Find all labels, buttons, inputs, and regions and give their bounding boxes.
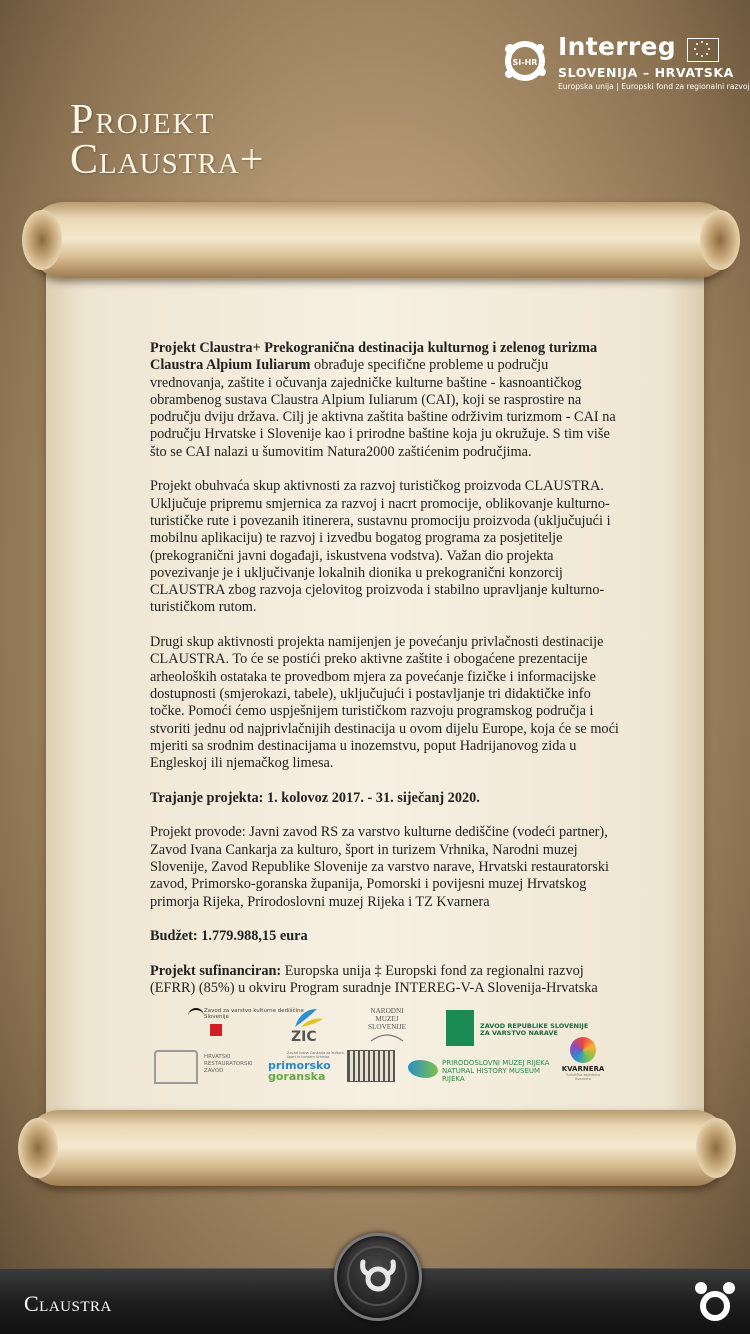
logo-pgz-line1: primorsko [268,1059,331,1072]
page-title [70,97,265,183]
logo-zvkds-text: Zavod za varstvo kulturne dediščine Slovenije [204,1008,304,1020]
interreg-fund: Europska unija | Europski fond za regionalni razvoj [558,82,750,91]
zic-leaf-icon [287,1007,327,1029]
cofin-rest: Europska unija ‡ Europski fond za regionalni razvoj (EFRR) (85%) u okviru Program suradnje INTEREG-V-A Slovenija-Hrvatska [150,962,598,996]
nms-building-icon [367,1031,407,1043]
logo-zic-sub: Zavod Ivana Cankarja za kulturo, šport in turizem Vrhnika [287,1051,345,1059]
interreg-wordmark: Interreg [558,32,676,61]
logo-kvarner-text: KVARNERA [561,1065,605,1073]
logo-zic [287,1007,345,1059]
logo-hrz [154,1050,264,1082]
zrsvn-square-icon [446,1010,474,1046]
logo-pgz [268,1060,331,1082]
intro-bold: Projekt Claustra+ Prekogranična destinacija kulturnog i zelenog turizma Claustra Alpium Iuliarum [150,340,598,374]
bull-head-icon [353,1252,403,1302]
zvkds-square-icon [210,1024,222,1036]
logo-nms [362,1007,412,1045]
logo-pmr-text: PRIRODOSLOVNI MUZEJ RIJEKA NATURAL HISTORY MUSEUM RIJEKA [442,1059,550,1083]
zvkds-arc-icon [188,1008,204,1024]
paragraph-partners: Projekt provode: Javni zavod RS za varstvo kulturne dediščine (vodeći partner), Zavod Ivana Cankarja za kulturo, šport in turizem Vrhnika, Narodni muzej Slovenije, Zavod Republike Slovenije za varstvo narave, Hrvatski restauratorski zavod, Primorsko-goranska županija, Pomorski i povijesni muzej Hrvatskog primorja Rijeka, Prirodoslovni muzej Rijeka i TZ Kvarnera [150,824,609,910]
logo-zic-text: ZIC [291,1029,317,1045]
intro-rest: obrađuje specifične probleme u području vrednovanja, zaštite i očuvanja zajedničke kulturne baštine - kasnoantičkog obrambenog sustava Claustra Alpium Iuliarum (CAI), koji se rasprostire na području dviju država. Cilj je aktivna zaštita baštine održivim turizmom - CAI na području Hrvatske i Slovenije kao i prirodne baštine koja ju okružuje. S tim više što se CAI nalazi u šumovitim Natura2000 zaštićenim područjima. [150,357,616,460]
partner-logos [150,1005,610,1095]
eu-flag-icon [687,38,719,62]
paragraph-duration [150,790,620,807]
menu-bull-icon[interactable] [692,1279,738,1323]
interreg-logo [500,32,750,94]
interreg-badge-icon [500,36,550,86]
app-title: Claustra [24,1291,112,1316]
logo-kvarner-sub: Turistička zajednica Kvarnera [565,1073,601,1081]
budget-text: Budžet: 1.779.988,15 eura [150,928,308,945]
logo-kvarner [558,1037,608,1081]
badge-text: SI-HR [512,58,538,67]
home-button[interactable] [334,1233,422,1321]
paragraph-attractiveness: Drugi skup aktivnosti projekta namijenjen je povećanju privlačnosti destinacije CLAUSTRA. To će se postići preko aktivne zaštite i obogaćene prezentacije arheoloških ostataka te provedbom mjera za povećanje fizičke i informacijske dostupnosti (smjerokazi, tabele), uključujući i postavljanje tri didaktičke info točke. Pomoći ćemo uspješnijem turističkom razvoju programskog područja i stvoriti jednu od najprivlačnijih destinacija u ovom dijelu Europe, koja će se moći mjeriti sa srodnim destinacijama u inozemstvu, poput Hadrijanovog zida u Engleskoj ili njemačkog limesa. [150,634,619,772]
page-title-line2: Claustra+ [70,137,265,183]
logo-pmr [408,1057,554,1083]
paragraph-budget [150,928,620,945]
paragraph-intro [150,340,620,461]
scroll-bottom-roll [24,1110,730,1186]
logo-ppmhp-icon [347,1050,395,1082]
cofin-bold: Projekt sufinanciran: [150,962,282,979]
scroll-top-roll [28,202,734,278]
page-title-line1: Projekt [70,97,216,143]
paragraph-activities: Projekt obuhvaća skup aktivnosti za razvoj turističkog proizvoda CLAUSTRA. Uključuje pripremu smjernica za razvoj i nacrt promocije, oblikovanje kulturno-turističke rute i povezanih itinerera, sustavnu promociju proizvoda (uključujući i mobilnu aplikaciju) te razvoj i izvedbu bogatog programa za posjetitelje (prekogranični javni događaji, iskustvena vodstva). Važan dio projekta povezivanje je i uključivanje lokalnih dionika u prekogranični konzorcij CLAUSTRA zbog razvoja cjelovitog proizvoda i stabilno upravljanje kulturno-turističkom rutom. [150,478,611,616]
kvarner-flower-icon [570,1037,596,1063]
interreg-country: SLOVENIJA – HRVATSKA [558,65,734,80]
hrz-building-icon [154,1050,198,1084]
duration-text: Trajanje projekta: 1. kolovoz 2017. - 31. siječanj 2020. [150,789,480,806]
project-description [150,340,620,1015]
logo-hrz-text: HRVATSKI RESTAURATORSKI ZAVOD [204,1054,253,1074]
logo-zrsvn-text: ZAVOD REPUBLIKE SLOVENIJE ZA VARSTVO NARAVE [480,1022,589,1037]
pmr-wave-icon [408,1060,438,1078]
logo-pgz-line2: goranska [268,1070,326,1083]
paragraph-cofinancing [150,963,620,998]
logo-nms-text: NARODNI MUZEJ SLOVENIJE [368,1007,406,1031]
